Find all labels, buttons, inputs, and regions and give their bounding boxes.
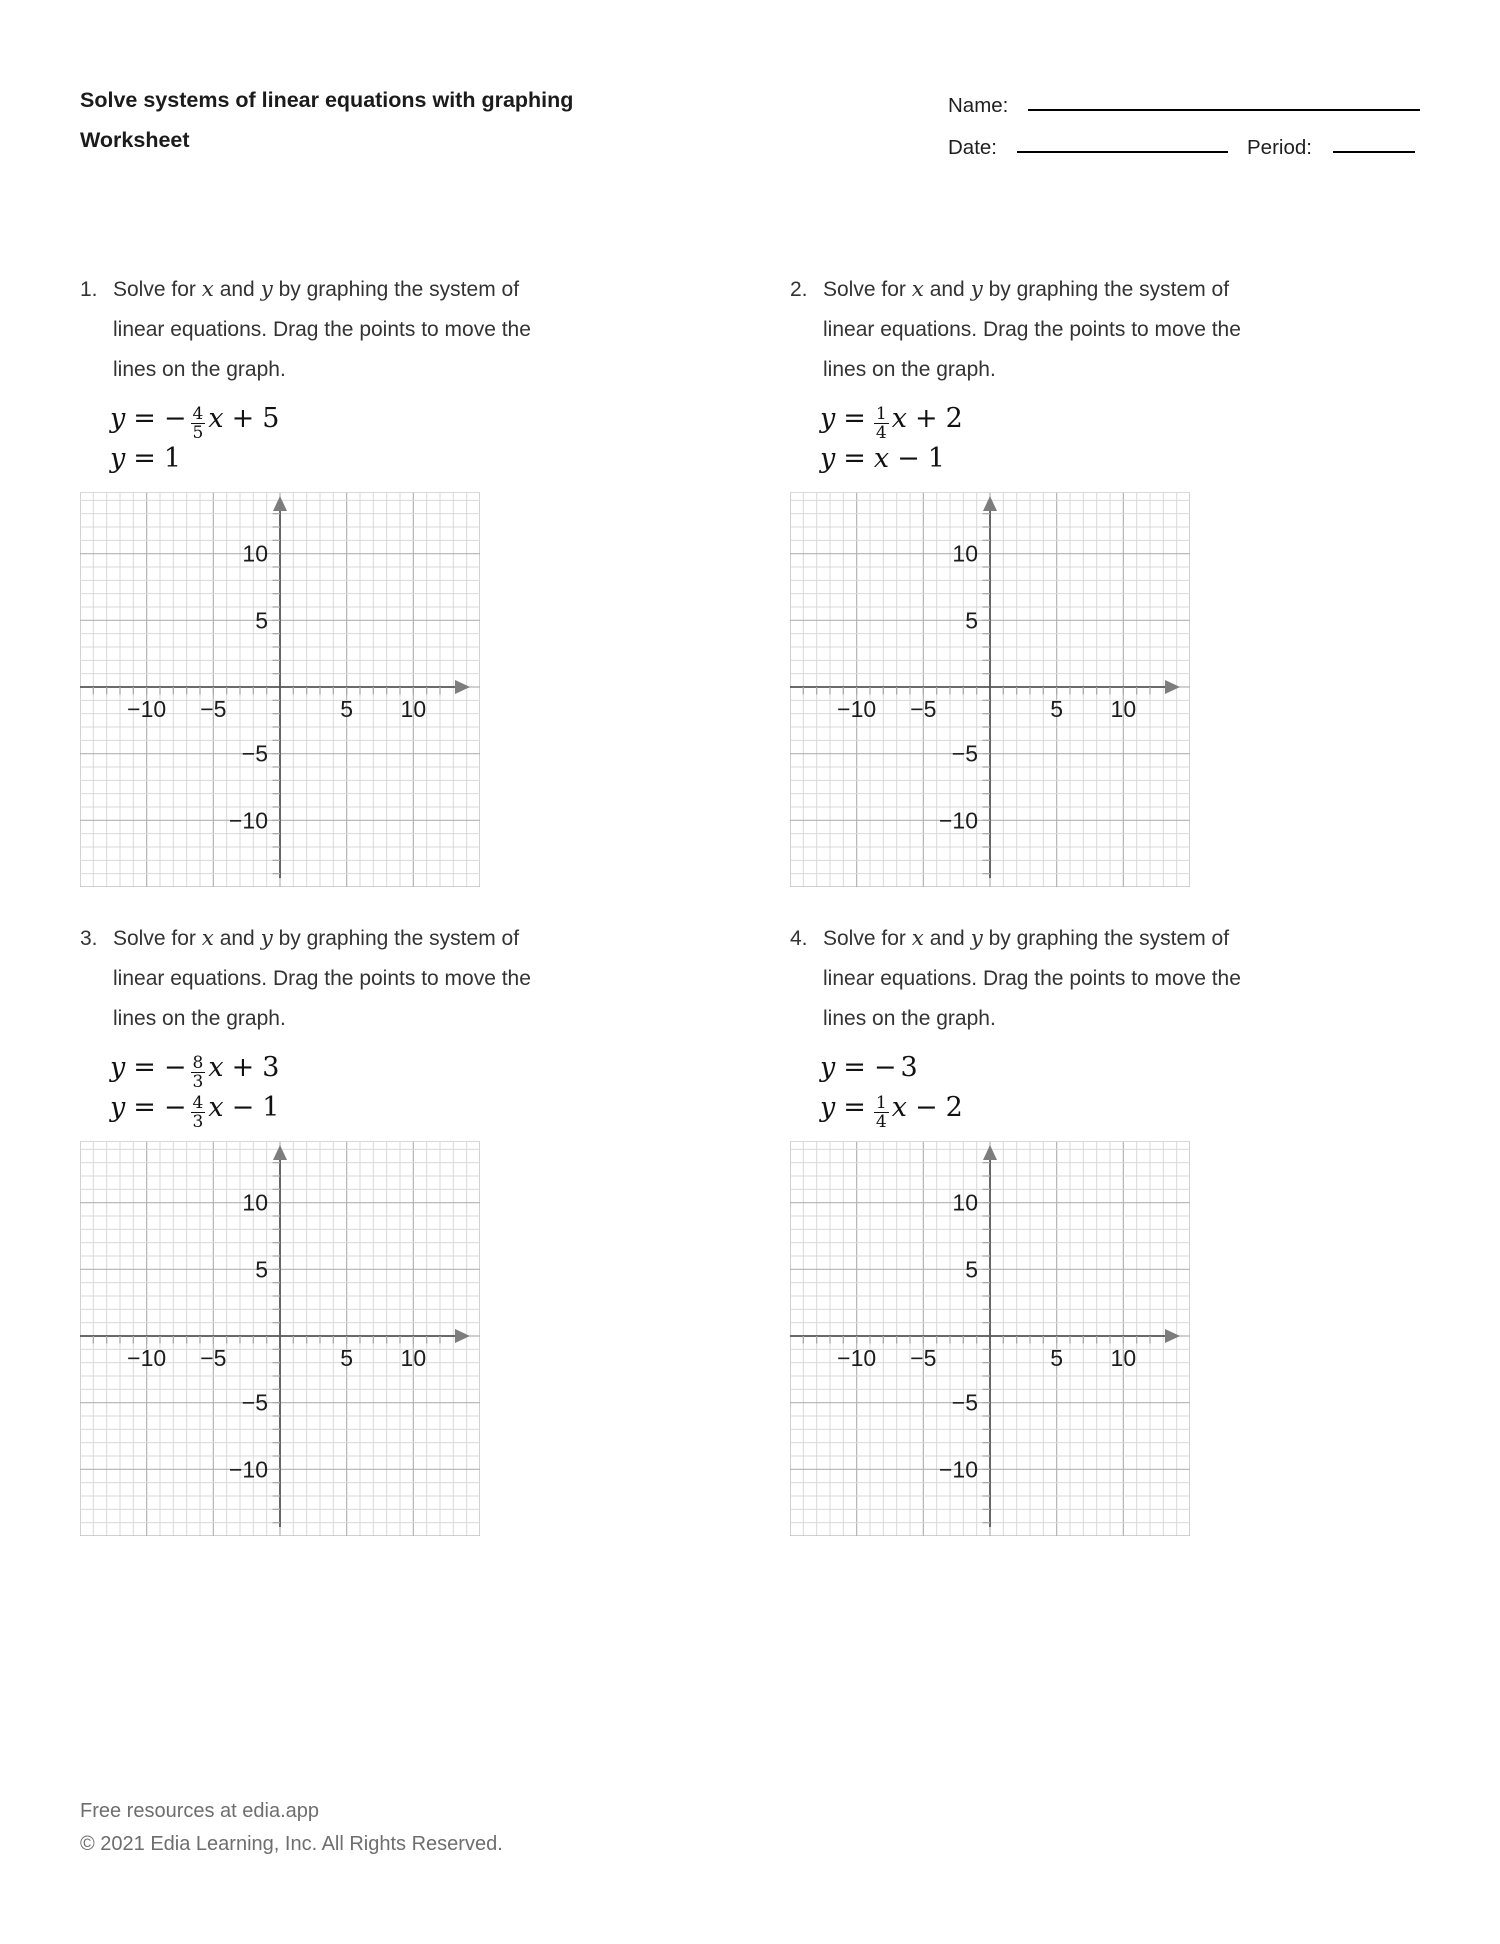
coordinate-grid-graph-3[interactable]: [80, 1141, 480, 1536]
svg-text:10: 10: [1110, 696, 1137, 722]
svg-text:−5: −5: [241, 1389, 268, 1416]
page-title: [80, 80, 573, 160]
prompt-text: Solve for: [113, 927, 202, 950]
prompt-line-2: linear equations. Drag the points to move the: [823, 967, 1241, 990]
equation-2: y = 1: [110, 443, 182, 474]
equation-2: y = − $\frac{4}{3}$ x − 1: [110, 1092, 280, 1132]
prompt-text: and: [923, 927, 971, 950]
prompt-text: Solve for: [823, 927, 912, 950]
svg-text:−5: −5: [200, 1345, 227, 1371]
problem-2-number: 2.: [790, 278, 808, 301]
coordinate-grid-graph-4[interactable]: [790, 1141, 1190, 1536]
svg-text:−5: −5: [951, 1389, 978, 1416]
problem-3-number: 3.: [80, 927, 98, 950]
math-var-y: y: [260, 277, 273, 302]
svg-text:10: 10: [242, 540, 268, 567]
svg-text:−5: −5: [200, 696, 227, 722]
prompt-text: by graphing the system of: [982, 927, 1230, 950]
name-field-line: [1028, 109, 1420, 111]
svg-text:10: 10: [400, 696, 427, 722]
prompt-line-1: [823, 270, 1270, 310]
prompt-text: and: [213, 278, 261, 301]
problem-3-equations: [110, 1048, 280, 1132]
math-var-x: x: [911, 926, 924, 951]
problem-1: [80, 270, 560, 892]
svg-text:−5: −5: [241, 740, 268, 767]
svg-text:5: 5: [965, 607, 978, 634]
svg-text:10: 10: [952, 540, 978, 567]
period-field-label: Period:: [1247, 136, 1312, 159]
equation-1: y = − $\frac{8}{3}$ x + 3: [110, 1052, 280, 1092]
svg-text:5: 5: [340, 1345, 354, 1371]
problem-3: [80, 919, 560, 1541]
equation-2: y = $\frac{1}{4}$ x − 2: [820, 1092, 963, 1132]
prompt-text: by graphing the system of: [272, 927, 520, 950]
math-var-y: y: [970, 926, 983, 951]
math-var-x: x: [201, 926, 214, 951]
math-var-x: x: [911, 277, 924, 302]
prompt-text: Solve for: [113, 278, 202, 301]
problem-2: [790, 270, 1270, 892]
svg-text:5: 5: [1050, 696, 1064, 722]
svg-text:−10: −10: [938, 1456, 978, 1483]
footer-line1: Free resources at edia.app: [80, 1800, 320, 1822]
coordinate-grid-graph-2[interactable]: [790, 492, 1190, 887]
problem-4-equations: [820, 1048, 963, 1132]
equation-1: y = $\frac{1}{4}$ x + 2: [820, 403, 963, 443]
prompt-line-1: [823, 919, 1270, 959]
problem-4-prompt: [790, 919, 1270, 1039]
prompt-text: by graphing the system of: [272, 278, 520, 301]
page-footer: [80, 1795, 503, 1861]
footer-line2: © 2021 Edia Learning, Inc. All Rights Reserved.: [80, 1833, 503, 1855]
prompt-line-2: linear equations. Drag the points to move the: [823, 318, 1241, 341]
svg-text:−5: −5: [910, 1345, 937, 1371]
problem-2-equations: [820, 399, 963, 479]
svg-text:10: 10: [952, 1189, 978, 1216]
prompt-line-2: linear equations. Drag the points to move the: [113, 967, 531, 990]
svg-text:−10: −10: [127, 1345, 167, 1371]
svg-text:5: 5: [1050, 1345, 1064, 1371]
prompt-text: by graphing the system of: [982, 278, 1230, 301]
svg-text:−5: −5: [951, 740, 978, 767]
coordinate-grid-graph-1[interactable]: [80, 492, 480, 887]
prompt-line-1: [113, 270, 560, 310]
page-title-line1: Solve systems of linear equations with graphing: [80, 88, 574, 112]
name-field-label: Name:: [948, 94, 1009, 117]
problem-1-prompt: [80, 270, 560, 390]
equation-1: y = − $\frac{4}{5}$ x + 5: [110, 403, 280, 443]
math-var-y: y: [970, 277, 983, 302]
svg-text:5: 5: [965, 1256, 978, 1283]
problem-1-equations: [110, 399, 279, 479]
svg-text:−10: −10: [837, 1345, 877, 1371]
equation-1: y = − 3: [820, 1052, 918, 1083]
date-field-line: [1017, 151, 1228, 153]
svg-text:−5: −5: [910, 696, 937, 722]
svg-text:10: 10: [400, 1345, 427, 1371]
prompt-line-3: lines on the graph.: [823, 1007, 996, 1030]
svg-text:5: 5: [255, 1256, 268, 1283]
prompt-text: Solve for: [823, 278, 912, 301]
problem-4-number: 4.: [790, 927, 808, 950]
prompt-line-2: linear equations. Drag the points to move the: [113, 318, 531, 341]
prompt-line-3: lines on the graph.: [823, 358, 996, 381]
math-var-x: x: [201, 277, 214, 302]
svg-text:−10: −10: [837, 696, 877, 722]
prompt-text: and: [923, 278, 971, 301]
problem-1-number: 1.: [80, 278, 98, 301]
svg-text:10: 10: [242, 1189, 268, 1216]
svg-text:5: 5: [255, 607, 268, 634]
svg-text:−10: −10: [228, 807, 268, 834]
prompt-line-3: lines on the graph.: [113, 1007, 286, 1030]
problem-2-prompt: [790, 270, 1270, 390]
svg-text:−10: −10: [127, 696, 167, 722]
svg-text:10: 10: [1110, 1345, 1137, 1371]
svg-text:−10: −10: [938, 807, 978, 834]
prompt-line-3: lines on the graph.: [113, 358, 286, 381]
equation-2: y = x − 1: [820, 443, 945, 474]
math-var-y: y: [260, 926, 273, 951]
date-field-label: Date:: [948, 136, 997, 159]
prompt-text: and: [213, 927, 261, 950]
period-field-line: [1333, 151, 1415, 153]
page-title-line2: Worksheet: [80, 128, 190, 152]
prompt-line-1: [113, 919, 560, 959]
problem-4: [790, 919, 1270, 1541]
problem-3-prompt: [80, 919, 560, 1039]
svg-text:−10: −10: [228, 1456, 268, 1483]
svg-text:5: 5: [340, 696, 354, 722]
